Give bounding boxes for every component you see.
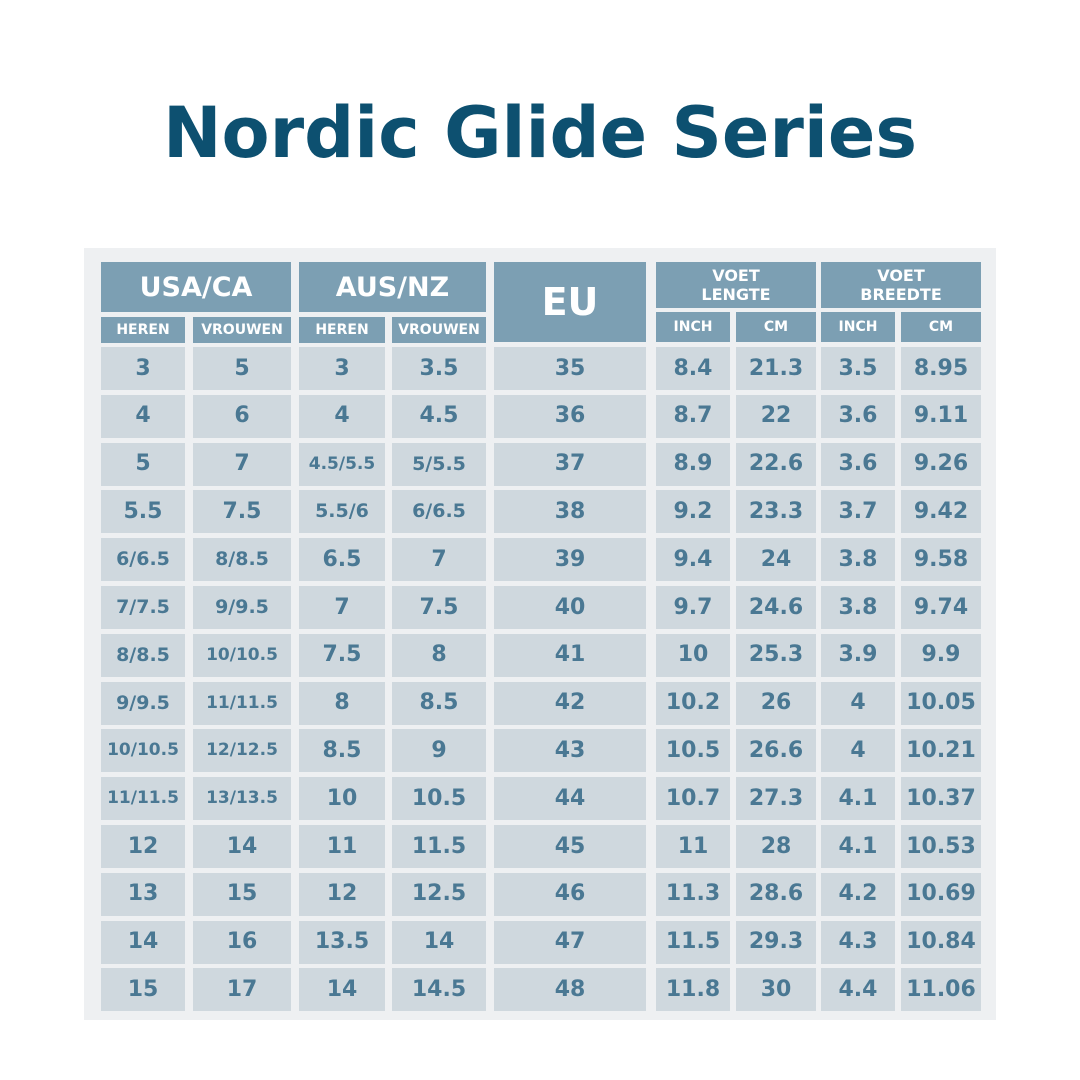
cell-lengte-cm: 27.3 [736, 777, 816, 820]
cell-breedte-inch: 4.1 [821, 825, 895, 868]
cell-aus-heren: 8.5 [299, 729, 385, 772]
cell-aus-vrouwen: 12.5 [392, 873, 486, 916]
cell-usa-vrouwen: 7 [193, 443, 291, 486]
cell-usa-vrouwen: 11/11.5 [193, 682, 291, 725]
cell-aus-heren: 7 [299, 586, 385, 629]
header-usa-ca: USA/CA [101, 262, 291, 312]
cell-breedte-cm: 10.37 [901, 777, 981, 820]
cell-eu: 38 [494, 490, 646, 533]
cell-breedte-inch: 3.9 [821, 634, 895, 677]
cell-aus-heren: 6.5 [299, 538, 385, 581]
cell-eu: 40 [494, 586, 646, 629]
cell-usa-heren: 15 [101, 968, 185, 1011]
cell-breedte-inch: 4.3 [821, 921, 895, 964]
header-eu: EU [494, 262, 646, 342]
cell-eu: 43 [494, 729, 646, 772]
cell-usa-vrouwen: 13/13.5 [193, 777, 291, 820]
cell-breedte-cm: 10.53 [901, 825, 981, 868]
cell-lengte-cm: 21.3 [736, 347, 816, 390]
cell-lengte-cm: 22.6 [736, 443, 816, 486]
cell-eu: 45 [494, 825, 646, 868]
cell-usa-heren: 5.5 [101, 490, 185, 533]
cell-aus-vrouwen: 8.5 [392, 682, 486, 725]
cell-aus-heren: 11 [299, 825, 385, 868]
cell-usa-vrouwen: 10/10.5 [193, 634, 291, 677]
cell-usa-vrouwen: 17 [193, 968, 291, 1011]
cell-aus-vrouwen: 6/6.5 [392, 490, 486, 533]
cell-lengte-inch: 8.9 [656, 443, 730, 486]
cell-usa-heren: 4 [101, 395, 185, 438]
cell-aus-heren: 8 [299, 682, 385, 725]
page-title: Nordic Glide Series [162, 92, 918, 174]
header-voet-breedte [821, 262, 981, 308]
cell-eu: 42 [494, 682, 646, 725]
cell-eu: 48 [494, 968, 646, 1011]
cell-usa-vrouwen: 5 [193, 347, 291, 390]
subheader-lengte-inch: INCH [656, 312, 730, 342]
cell-usa-vrouwen: 6 [193, 395, 291, 438]
cell-aus-vrouwen: 9 [392, 729, 486, 772]
cell-usa-heren: 10/10.5 [101, 729, 185, 772]
cell-aus-heren: 12 [299, 873, 385, 916]
cell-usa-vrouwen: 16 [193, 921, 291, 964]
header-voet-lengte-label: VOET LENGTE [701, 266, 771, 304]
cell-eu: 44 [494, 777, 646, 820]
cell-eu: 46 [494, 873, 646, 916]
cell-aus-heren: 14 [299, 968, 385, 1011]
subheader-aus-vrouwen: VROUWEN [392, 317, 486, 343]
cell-breedte-cm: 9.42 [901, 490, 981, 533]
cell-aus-vrouwen: 7 [392, 538, 486, 581]
cell-lengte-inch: 8.7 [656, 395, 730, 438]
cell-aus-vrouwen: 8 [392, 634, 486, 677]
header-aus-nz: AUS/NZ [299, 262, 486, 312]
cell-eu: 36 [494, 395, 646, 438]
cell-eu: 47 [494, 921, 646, 964]
cell-breedte-inch: 4 [821, 682, 895, 725]
cell-usa-heren: 11/11.5 [101, 777, 185, 820]
cell-usa-heren: 12 [101, 825, 185, 868]
cell-aus-vrouwen: 14 [392, 921, 486, 964]
cell-usa-heren: 7/7.5 [101, 586, 185, 629]
cell-lengte-cm: 26.6 [736, 729, 816, 772]
cell-lengte-inch: 11.5 [656, 921, 730, 964]
cell-lengte-inch: 9.2 [656, 490, 730, 533]
cell-lengte-inch: 10 [656, 634, 730, 677]
cell-aus-vrouwen: 4.5 [392, 395, 486, 438]
cell-usa-heren: 6/6.5 [101, 538, 185, 581]
cell-lengte-cm: 24 [736, 538, 816, 581]
cell-aus-vrouwen: 10.5 [392, 777, 486, 820]
cell-lengte-inch: 9.7 [656, 586, 730, 629]
cell-aus-heren: 13.5 [299, 921, 385, 964]
cell-aus-heren: 5.5/6 [299, 490, 385, 533]
cell-lengte-inch: 11.8 [656, 968, 730, 1011]
cell-breedte-cm: 9.58 [901, 538, 981, 581]
cell-usa-vrouwen: 12/12.5 [193, 729, 291, 772]
cell-aus-heren: 3 [299, 347, 385, 390]
cell-eu: 41 [494, 634, 646, 677]
cell-aus-vrouwen: 7.5 [392, 586, 486, 629]
cell-breedte-inch: 3.7 [821, 490, 895, 533]
cell-lengte-inch: 10.5 [656, 729, 730, 772]
cell-eu: 37 [494, 443, 646, 486]
cell-usa-vrouwen: 7.5 [193, 490, 291, 533]
cell-lengte-cm: 28 [736, 825, 816, 868]
subheader-usa-heren: HEREN [101, 317, 185, 343]
cell-aus-heren: 4 [299, 395, 385, 438]
cell-eu: 35 [494, 347, 646, 390]
header-voet-breedte-label: VOET BREEDTE [860, 266, 942, 304]
subheader-breedte-inch: INCH [821, 312, 895, 342]
cell-breedte-cm: 9.11 [901, 395, 981, 438]
cell-breedte-cm: 10.84 [901, 921, 981, 964]
cell-breedte-inch: 3.6 [821, 395, 895, 438]
cell-breedte-cm: 10.05 [901, 682, 981, 725]
cell-breedte-inch: 3.8 [821, 538, 895, 581]
cell-lengte-cm: 25.3 [736, 634, 816, 677]
cell-lengte-inch: 11 [656, 825, 730, 868]
cell-lengte-cm: 24.6 [736, 586, 816, 629]
cell-breedte-inch: 4 [821, 729, 895, 772]
cell-breedte-inch: 4.1 [821, 777, 895, 820]
cell-breedte-cm: 10.69 [901, 873, 981, 916]
cell-lengte-cm: 23.3 [736, 490, 816, 533]
cell-usa-vrouwen: 9/9.5 [193, 586, 291, 629]
cell-breedte-inch: 4.2 [821, 873, 895, 916]
header-voet-lengte [656, 262, 816, 308]
cell-usa-heren: 9/9.5 [101, 682, 185, 725]
subheader-lengte-cm: CM [736, 312, 816, 342]
cell-lengte-inch: 8.4 [656, 347, 730, 390]
subheader-breedte-cm: CM [901, 312, 981, 342]
cell-usa-heren: 14 [101, 921, 185, 964]
subheader-usa-vrouwen: VROUWEN [193, 317, 291, 343]
cell-lengte-inch: 9.4 [656, 538, 730, 581]
cell-usa-heren: 5 [101, 443, 185, 486]
cell-breedte-cm: 11.06 [901, 968, 981, 1011]
cell-lengte-inch: 10.7 [656, 777, 730, 820]
cell-breedte-inch: 3.5 [821, 347, 895, 390]
cell-usa-vrouwen: 14 [193, 825, 291, 868]
cell-usa-vrouwen: 15 [193, 873, 291, 916]
cell-lengte-cm: 22 [736, 395, 816, 438]
cell-aus-heren: 7.5 [299, 634, 385, 677]
cell-breedte-cm: 8.95 [901, 347, 981, 390]
cell-breedte-cm: 10.21 [901, 729, 981, 772]
cell-breedte-cm: 9.26 [901, 443, 981, 486]
subheader-aus-heren: HEREN [299, 317, 385, 343]
cell-breedte-inch: 4.4 [821, 968, 895, 1011]
cell-lengte-cm: 30 [736, 968, 816, 1011]
cell-eu: 39 [494, 538, 646, 581]
cell-usa-vrouwen: 8/8.5 [193, 538, 291, 581]
cell-aus-vrouwen: 3.5 [392, 347, 486, 390]
cell-breedte-inch: 3.6 [821, 443, 895, 486]
cell-lengte-cm: 28.6 [736, 873, 816, 916]
cell-lengte-cm: 29.3 [736, 921, 816, 964]
cell-aus-vrouwen: 5/5.5 [392, 443, 486, 486]
cell-breedte-cm: 9.9 [901, 634, 981, 677]
cell-breedte-inch: 3.8 [821, 586, 895, 629]
cell-usa-heren: 8/8.5 [101, 634, 185, 677]
cell-lengte-inch: 11.3 [656, 873, 730, 916]
cell-lengte-cm: 26 [736, 682, 816, 725]
cell-aus-heren: 4.5/5.5 [299, 443, 385, 486]
cell-aus-vrouwen: 14.5 [392, 968, 486, 1011]
cell-aus-vrouwen: 11.5 [392, 825, 486, 868]
cell-lengte-inch: 10.2 [656, 682, 730, 725]
cell-aus-heren: 10 [299, 777, 385, 820]
cell-usa-heren: 13 [101, 873, 185, 916]
cell-usa-heren: 3 [101, 347, 185, 390]
cell-breedte-cm: 9.74 [901, 586, 981, 629]
